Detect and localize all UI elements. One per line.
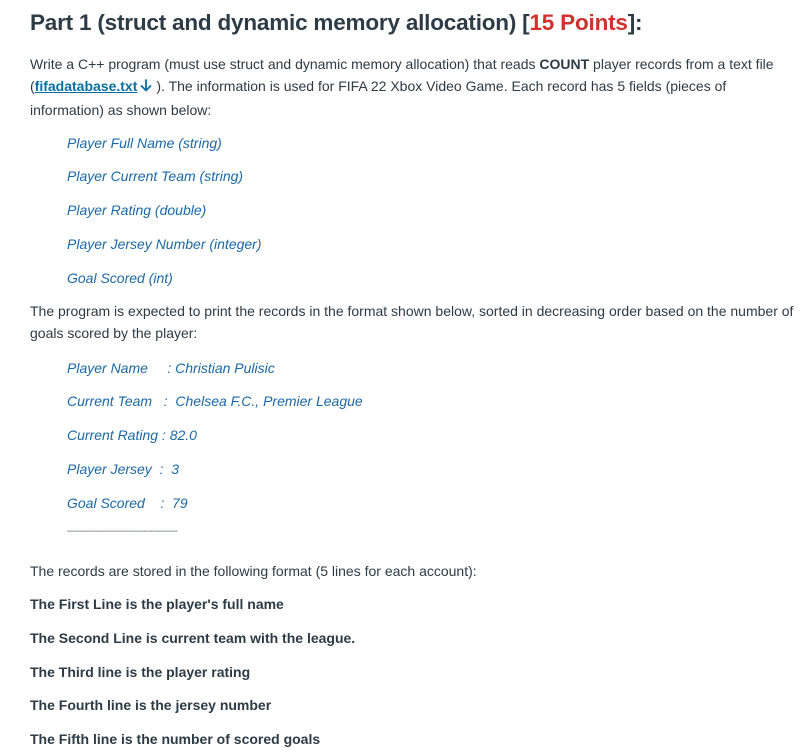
intro-paragraph: [30, 53, 800, 121]
format-line: The Third line is the player rating: [30, 664, 251, 680]
intro-text-1: Write a C++ program (must use struct and dynamic memory allocation) that reads: [30, 56, 540, 72]
field-item: Player Rating (double): [67, 202, 207, 218]
format-line: The Fifth line is the number of scored goals: [30, 731, 321, 747]
intro-text-2: player records from a text file (: [30, 56, 774, 94]
fifadatabase-link[interactable]: fifadatabase.txt: [34, 78, 138, 94]
field-item: Player Jersey Number (integer): [67, 236, 262, 252]
field-item: Player Current Team (string): [67, 168, 244, 184]
field-item: Goal Scored (int): [67, 270, 173, 286]
title-main: Part 1 (struct and dynamic memory allocation) [: [30, 10, 530, 35]
example-line: Player Name : Christian Pulisic: [67, 360, 275, 376]
format-line: The Fourth line is the jersey number: [30, 697, 272, 713]
example-line: Player Jersey : 3: [67, 461, 180, 477]
intro-text-3: ). The information is used for FIFA 22 Xbox Video Game. Each record has 5 fields (pieces of information) as shown below:: [30, 78, 727, 118]
example-line: Current Team : Chelsea F.C., Premier League: [67, 393, 363, 409]
title-points: 15 Points: [529, 10, 628, 35]
download-icon[interactable]: [140, 77, 152, 99]
stored-paragraph: The records are stored in the following format (5 lines for each account):: [30, 563, 477, 579]
example-line: Current Rating : 82.0: [67, 427, 197, 443]
example-separator: ---------------------------------------: [67, 526, 178, 537]
format-line: The First Line is the player's full name: [30, 596, 284, 612]
format-line: The Second Line is current team with the league.: [30, 630, 356, 646]
title-end: ]:: [627, 10, 643, 35]
field-item: Player Full Name (string): [67, 135, 222, 151]
page-title: [30, 10, 642, 36]
count-keyword: COUNT: [539, 56, 590, 72]
format-paragraph: The program is expected to print the records in the format shown below, sorted in decreasing order based on the number of goals scored by the player:: [30, 303, 794, 341]
example-line: Goal Scored : 79: [67, 495, 188, 511]
